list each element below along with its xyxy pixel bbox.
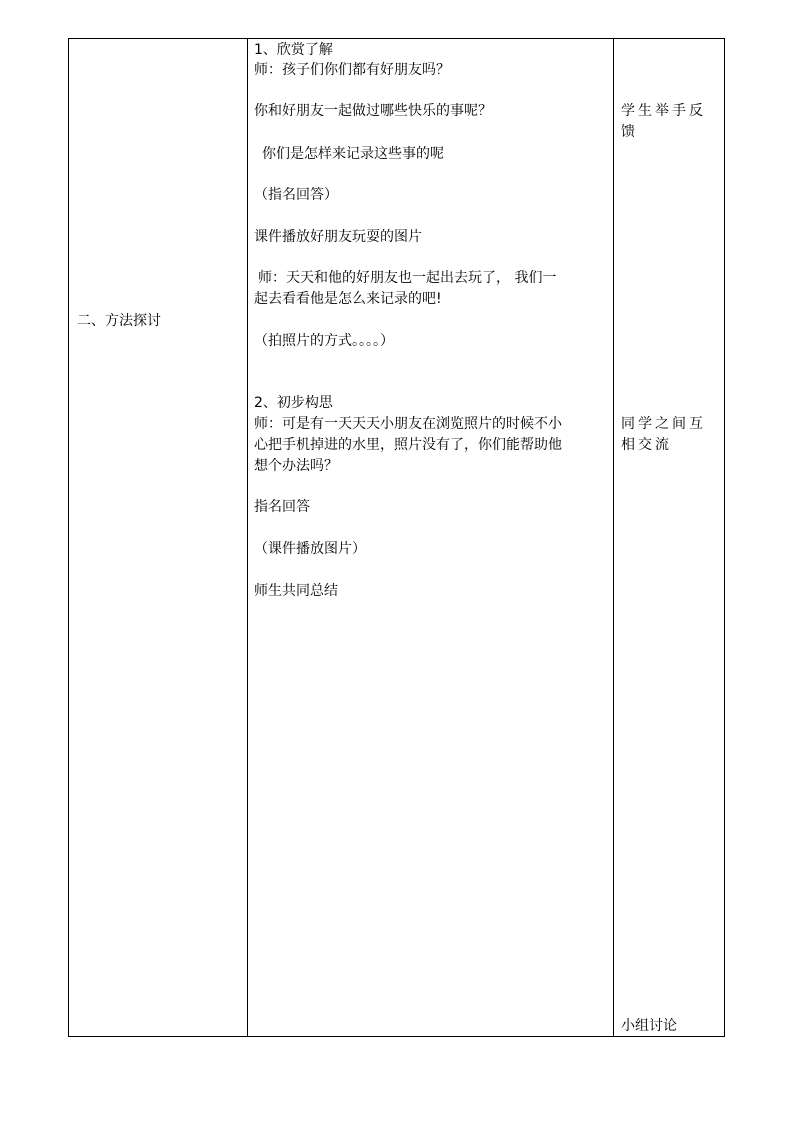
section-title: 二、方法探讨 xyxy=(77,313,161,329)
group-discussion: 小组讨论 xyxy=(621,1018,677,1034)
table-row xyxy=(69,39,725,1037)
teacher-line-2: 起去看看他是怎么来记录的吧! xyxy=(254,291,442,307)
story-line-2: 心把手机掉进的水里，照片没有了，你们能帮助他 xyxy=(254,437,562,453)
method-note: （拍照片的方式。。。。） xyxy=(254,333,394,349)
student-exchange-line-2: 相交流 xyxy=(621,437,672,453)
story-line-1: 师：可是有一天天天小朋友在浏览照片的时候不小 xyxy=(254,416,562,432)
teacher-activity-cell xyxy=(248,39,614,1037)
summary-note: 师生共同总结 xyxy=(254,583,338,599)
story-line-3: 想个办法吗？ xyxy=(254,458,338,474)
teacher-line-1: 师：天天和他的好朋友也一起出去玩了， 我们一 xyxy=(258,270,557,286)
answer-note: （指名回答） xyxy=(254,187,338,203)
teacher-question-3: 你们是怎样来记录这些事的呢 xyxy=(262,146,444,162)
student-feedback-line-1: 学生举手反 xyxy=(621,103,706,119)
section-cell xyxy=(69,39,248,1037)
teacher-question-2: 你和好朋友一起做过哪些快乐的事呢？ xyxy=(254,103,492,119)
courseware-note-2: （课件播放图片） xyxy=(254,541,366,557)
courseware-note-1: 课件播放好朋友玩耍的图片 xyxy=(254,229,422,245)
student-activity-cell xyxy=(614,39,725,1037)
answer-note-2: 指名回答 xyxy=(254,499,310,515)
teacher-question-1: 师：孩子们你们都有好朋友吗？ xyxy=(254,62,450,78)
student-exchange-line-1: 同学之间互 xyxy=(621,416,706,432)
part2-heading: 2、初步构思 xyxy=(254,395,333,411)
student-feedback-line-2: 馈 xyxy=(621,124,638,140)
part1-heading: 1、欣赏了解 xyxy=(254,42,333,58)
lesson-plan-table xyxy=(68,38,725,1037)
